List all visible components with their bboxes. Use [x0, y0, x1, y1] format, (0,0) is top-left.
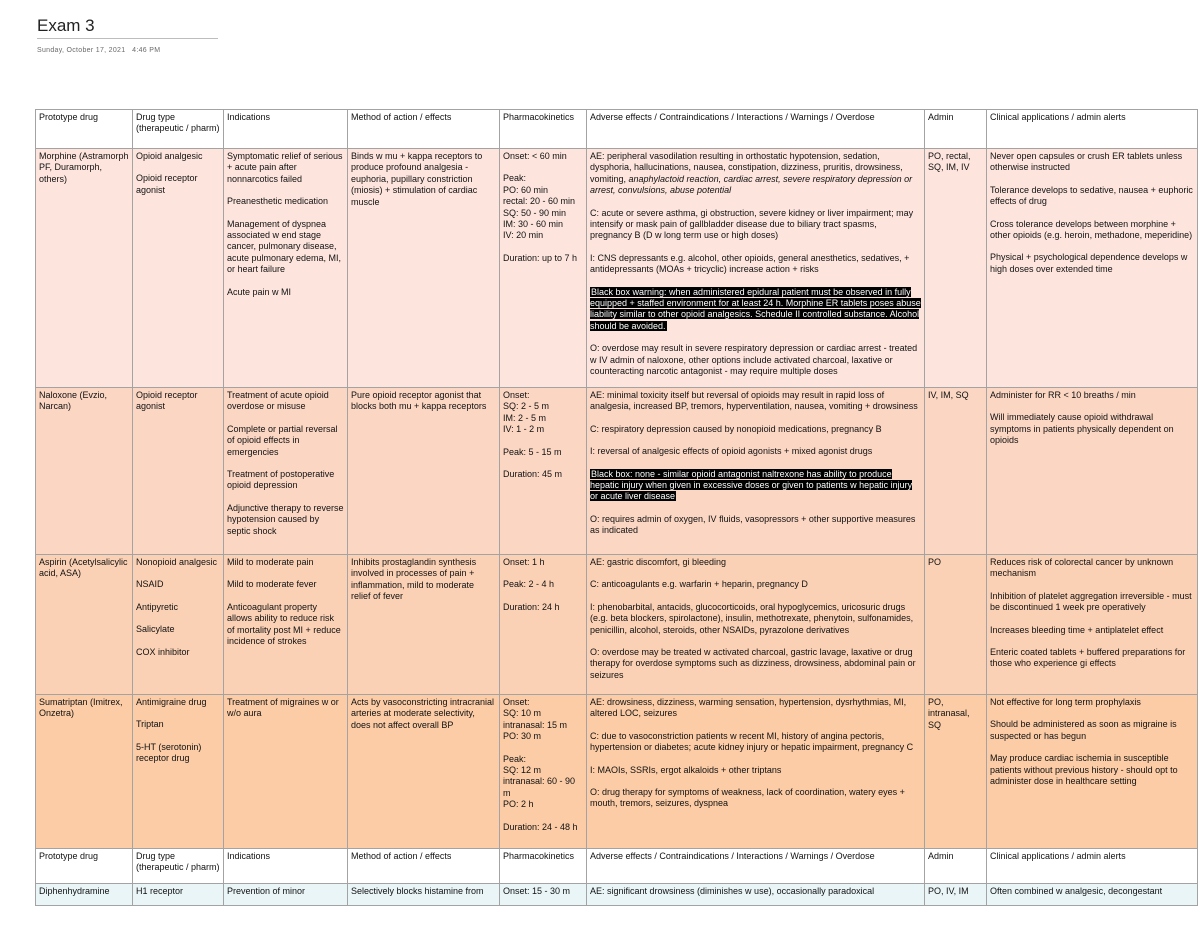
drug-type-cell — [133, 555, 224, 695]
drug-type-cell: H1 receptor — [133, 884, 224, 906]
title-divider — [37, 38, 218, 39]
ae-italic-text: anaphylactoid reaction, cardiac arrest, severe respiratory depression or arrest, convulsions, abuse potential — [590, 173, 913, 196]
cell-line: AE: gastric discomfort, gi bleeding — [590, 557, 727, 567]
cell-line: NSAID — [136, 579, 164, 590]
table-row — [36, 695, 1198, 849]
drug-name-cell: Sumatriptan (Imitrex, Onzetra) — [36, 695, 133, 849]
cell-line: O: requires admin of oxygen, IV fluids, vasopressors + other supportive measures as indicated — [590, 513, 916, 536]
cell-line: Tolerance develops to sedative, nausea + euphoric effects of drug — [990, 184, 1193, 207]
cell-line: Onset: SQ: 10 m intranasal: 15 m PO: 30 m — [503, 697, 568, 742]
cell-line: Inhibition of platelet aggregation irreversible - must be discontinued 1 week pre operatively — [990, 590, 1192, 613]
cell-line: Will immediately cause opioid withdrawal symptoms in patients physically dependent on opioids — [990, 412, 1174, 446]
cell-line: Acute pain w MI — [227, 286, 292, 297]
table-row — [36, 555, 1198, 695]
header-cell: Adverse effects / Contraindications / Interactions / Warnings / Overdose — [587, 110, 925, 149]
header-cell: Adverse effects / Contraindications / Interactions / Warnings / Overdose — [587, 849, 925, 884]
cell-line: O: overdose may result in severe respiratory depression or cardiac arrest - treated w IV admin of naloxone, other options include activated charcoal, laxative or counteracting narcotic antagonist - may require multiple doses — [590, 343, 918, 377]
cell-line: Duration: 24 - 48 h — [503, 821, 578, 832]
drug-name-cell: Diphenhydramine — [36, 884, 133, 906]
cell-line: Mild to moderate fever — [227, 579, 317, 590]
header-cell: Indications — [224, 110, 348, 149]
header-cell: Pharmacokinetics — [500, 849, 587, 884]
header-cell: Admin — [925, 849, 987, 884]
cell-line: Peak: PO: 60 min rectal: 20 - 60 min SQ: 50 - 90 min IM: 30 - 60 min IV: 20 min — [503, 173, 576, 241]
drug-type-cell — [133, 695, 224, 849]
cell-line: Peak: 2 - 4 h — [503, 579, 555, 590]
cell-line: COX inhibitor — [136, 646, 190, 657]
indications-cell — [224, 695, 348, 849]
method-cell: Selectively blocks histamine from — [348, 884, 500, 906]
cell-line: Peak: SQ: 12 m intranasal: 60 - 90 m PO: 2 h — [503, 753, 576, 810]
clinical-cell — [987, 695, 1198, 849]
cell-line: Opioid receptor agonist — [136, 390, 198, 412]
cell-line: 5-HT (serotonin) receptor drug — [136, 741, 202, 764]
cell-line: Antipyretic — [136, 601, 179, 612]
cell-line: Administer for RR < 10 breaths / min — [990, 390, 1136, 400]
cell-line: Duration: 24 h — [503, 601, 560, 612]
adverse-effects-cell — [587, 149, 925, 388]
pharmacokinetics-cell — [500, 695, 587, 849]
ae-text: AE: peripheral vasodilation resulting in orthostatic hypotension, sedation, dysphoria, hallucinations, nausea, constipation, dizziness, pruritis, drowsiness, vomiting, — [590, 151, 903, 184]
cell-line: Treatment of acute opioid overdose or misuse — [227, 390, 329, 412]
clinical-cell — [987, 149, 1198, 388]
page-time: 4:46 PM — [132, 47, 161, 54]
cell-line: Preanesthetic medication — [227, 196, 329, 207]
cell-line: Reduces risk of colorectal cancer by unknown mechanism — [990, 557, 1174, 579]
cell-line: I: MAOIs, SSRIs, ergot alkaloids + other triptans — [590, 764, 782, 775]
clinical-cell: Often combined w analgesic, decongestant — [987, 884, 1198, 906]
adverse-effects-cell — [587, 695, 925, 849]
cell-line: Never open capsules or crush ER tablets unless otherwise instructed — [990, 151, 1183, 173]
header-cell: Admin — [925, 110, 987, 149]
cell-line: C: anticoagulants e.g. warfarin + heparin, pregnancy D — [590, 579, 808, 590]
table-header-row — [36, 110, 1198, 149]
table-header-row-repeat — [36, 849, 1198, 884]
cell-line: Salicylate — [136, 624, 175, 635]
header-cell: Prototype drug — [36, 849, 133, 884]
cell-line: Antimigraine drug — [136, 697, 207, 707]
table-row — [36, 388, 1198, 555]
table-row — [36, 884, 1198, 906]
cell-line: AE: drowsiness, dizziness, warming sensation, hypertension, dysrhythmias, MI, altered LOC, seizures — [590, 697, 907, 719]
header-cell: Method of action / effects — [348, 849, 500, 884]
cell-line: May produce cardiac ischemia in susceptible patients without previous history - should opt to administer dose in healthcare setting — [990, 753, 1178, 787]
cell-line: Management of dyspnea associated w end stage cancer, pulmonary disease, acute pulmonary edema, MI, or heart failure — [227, 218, 342, 275]
header-cell: Prototype drug — [36, 110, 133, 149]
cell-line: Symptomatic relief of serious + acute pain after nonnarcotics failed — [227, 151, 343, 184]
cell-line: O: drug therapy for symptoms of weakness, lack of coordination, watery eyes + mouth, tremors, seizures, dyspnea — [590, 787, 905, 809]
pharmacokinetics-cell — [500, 388, 587, 555]
cell-line: C: acute or severe asthma, gi obstruction, severe kidney or liver impairment; may intensify or mask pain of gallbladder disease due to biliary tract spasms, pregnancy B (D w long term use or high doses) — [590, 207, 914, 241]
cell-line: Physical + psychological dependence develops w high doses over extended time — [990, 252, 1188, 274]
black-box-warning: Black box: none - similar opioid antagonist naltrexone has ability to produce hepatic injury when given in excessive doses or given to patients w hepatic injury or acute liver disease — [590, 468, 913, 502]
cell-line — [590, 151, 921, 197]
drug-name-cell: Aspirin (Acetylsalicylic acid, ASA) — [36, 555, 133, 695]
method-cell: Pure opioid receptor agonist that blocks both mu + kappa receptors — [348, 388, 500, 555]
adverse-effects-cell — [587, 388, 925, 555]
cell-line: O: overdose may be treated w activated charcoal, gastric lavage, laxative or drug therapy for overdose symptoms such as dizziness, drowsiness, abdominal pain or seizures — [590, 647, 916, 680]
admin-cell: PO, intranasal, SQ — [925, 695, 987, 849]
cell-line: C: respiratory depression caused by nonopioid medications, pregnancy B — [590, 423, 882, 434]
admin-cell: PO — [925, 555, 987, 695]
indications-cell — [224, 555, 348, 695]
admin-cell: IV, IM, SQ — [925, 388, 987, 555]
cell-line: Adjunctive therapy to reverse hypotension caused by septic shock — [227, 502, 344, 536]
header-cell: Clinical applications / admin alerts — [987, 849, 1198, 884]
cell-line: Opioid receptor agonist — [136, 173, 198, 195]
pharmacokinetics-cell — [500, 555, 587, 695]
table-row — [36, 149, 1198, 388]
clinical-cell — [987, 388, 1198, 555]
drug-name-cell: Morphine (Astramorph PF, Duramorph, others) — [36, 149, 133, 388]
drug-name-cell: Naloxone (Evzio, Narcan) — [36, 388, 133, 555]
adverse-effects-cell: AE: significant drowsiness (diminishes w use), occasionally paradoxical — [587, 884, 925, 906]
method-cell: Inhibits prostaglandin synthesis involved in processes of pain + inflammation, mild to moderate relief of fever — [348, 555, 500, 695]
cell-line: I: CNS depressants e.g. alcohol, other opioids, general anesthetics, sedatives, + antidepressants (MOAs + tricyclic) increase action + risks — [590, 252, 910, 275]
header-cell: Method of action / effects — [348, 110, 500, 149]
cell-line: Complete or partial reversal of opioid effects in emergencies — [227, 423, 338, 457]
cell-line: I: phenobarbital, antacids, glucocorticoids, oral hypoglycemics, uricosuric drugs (e.g. beta blockers, spirolactone), insulin, methotrexate, phenytoin, sulfonamides, penicillin, alcohol, steroids, other NSAIDs, pyrazolone derivatives — [590, 601, 914, 635]
cell-line: Onset: 1 h — [503, 557, 545, 567]
cell-line: Opioid analgesic — [136, 151, 203, 161]
cell-line: I: reversal of analgesic effects of opioid agonists + mixed agonist drugs — [590, 446, 873, 457]
page-title: Exam 3 — [37, 16, 95, 35]
page-datetime — [37, 47, 160, 54]
cell-line: Duration: up to 7 h — [503, 252, 578, 263]
cell-line: Enteric coated tablets + buffered preparations for those who experience gi effects — [990, 647, 1186, 669]
cell-line: Onset: < 60 min — [503, 151, 567, 161]
cell-line: Onset: SQ: 2 - 5 m IM: 2 - 5 m IV: 1 - 2 m — [503, 390, 550, 435]
cell-line: Nonopioid analgesic — [136, 557, 218, 567]
method-cell: Binds w mu + kappa receptors to produce profound analgesia - euphoria, pupillary constriction (miosis) + stimulation of cardiac muscle — [348, 149, 500, 388]
header-cell: Drug type (therapeutic / pharm) — [133, 110, 224, 149]
cell-line: Increases bleeding time + antiplatelet effect — [990, 624, 1164, 635]
cell-line: C: due to vasoconstriction patients w recent MI, history of angina pectoris, hypertension or diabetes; acute kidney injury or hepatic impairment, pregnancy C — [590, 730, 914, 753]
cell-line — [590, 469, 921, 503]
adverse-effects-cell — [587, 555, 925, 695]
header-cell: Drug type (therapeutic / pharm) — [133, 849, 224, 884]
cell-line: Treatment of postoperative opioid depression — [227, 469, 335, 491]
cell-line: Anticoagulant property allows ability to reduce risk of mortality post MI + reduce incidence of strokes — [227, 601, 341, 647]
page-date: Sunday, October 17, 2021 — [37, 47, 126, 54]
header-cell: Clinical applications / admin alerts — [987, 110, 1198, 149]
pharmacokinetics-cell — [500, 149, 587, 388]
admin-cell: PO, rectal, SQ, IM, IV — [925, 149, 987, 388]
header-cell: Indications — [224, 849, 348, 884]
cell-line: Should be administered as soon as migraine is suspected or has begun — [990, 719, 1177, 741]
pharmacokinetics-cell: Onset: 15 - 30 m — [500, 884, 587, 906]
cell-line: Duration: 45 m — [503, 469, 563, 480]
method-cell: Acts by vasoconstricting intracranial arteries at moderate selectivity, does not affect overall BP — [348, 695, 500, 849]
admin-cell: PO, IV, IM — [925, 884, 987, 906]
cell-line: Peak: 5 - 15 m — [503, 446, 562, 457]
drug-table — [35, 109, 1198, 906]
drug-type-cell — [133, 388, 224, 555]
cell-line — [590, 287, 921, 333]
cell-line: Triptan — [136, 719, 164, 730]
clinical-cell — [987, 555, 1198, 695]
cell-line: Treatment of migraines w or w/o aura — [227, 697, 339, 719]
indications-cell — [224, 388, 348, 555]
header-cell: Pharmacokinetics — [500, 110, 587, 149]
cell-line: Not effective for long term prophylaxis — [990, 697, 1141, 707]
drug-type-cell — [133, 149, 224, 388]
indications-cell: Prevention of minor — [224, 884, 348, 906]
cell-line: Cross tolerance develops between morphine + other opioids (e.g. heroin, methadone, meperidine) — [990, 218, 1193, 241]
indications-cell — [224, 149, 348, 388]
black-box-warning: Black box warning: when administered epidural patient must be observed in fully equipped + staffed environment for at least 24 h. Morphine ER tablets poses abuse liability similar to other opioid analgesics. Schedule II controlled substance. Alcohol should be avoided. — [590, 286, 921, 331]
cell-line: Mild to moderate pain — [227, 557, 314, 567]
cell-line: AE: minimal toxicity itself but reversal of opioids may result in rapid loss of analgesia, increased BP, tremors, hyperventilation, nausea, vomiting + drowsiness — [590, 390, 918, 412]
